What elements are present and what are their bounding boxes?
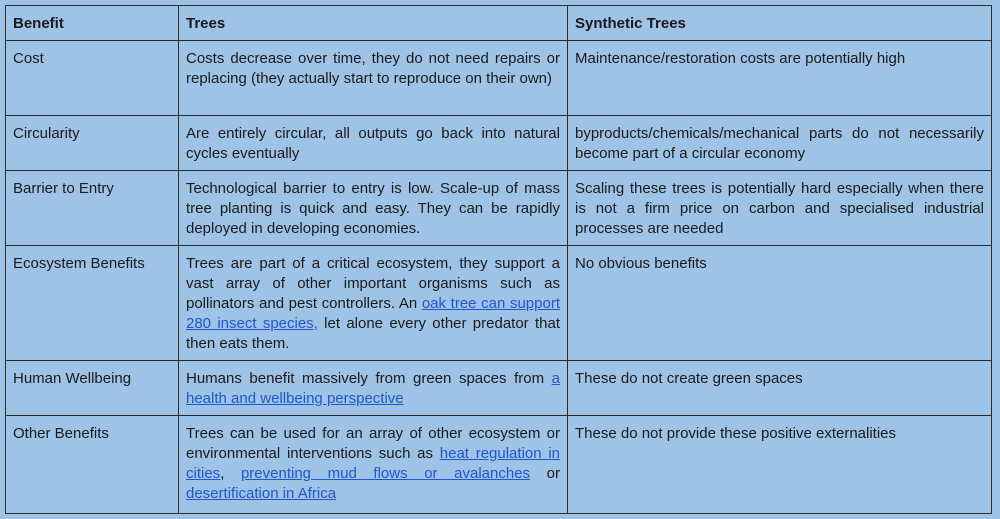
wellbeing-text-1: Humans benefit massively from green spaces from <box>186 370 552 387</box>
ecosystem-text-2: let alone every other predator that then eats them. <box>186 315 560 352</box>
header-synthetic-trees: Synthetic Trees <box>568 6 992 41</box>
mud-flows-link[interactable]: preventing mud flows or avalanches <box>240 465 531 482</box>
table-row-wellbeing <box>6 361 992 416</box>
other-text-1: Trees can be used for an array of other ecosystem or environmental interventions such as <box>186 425 560 462</box>
health-wellbeing-link[interactable]: a health and wellbeing perspective <box>186 370 560 407</box>
cell-trees-ecosystem <box>179 246 568 361</box>
table-row-barrier <box>6 171 992 246</box>
cell-synthetic-ecosystem: No obvious benefits <box>568 246 992 361</box>
comparison-table <box>5 5 992 514</box>
other-text-3: or <box>530 465 560 482</box>
cell-benefit-barrier: Barrier to Entry <box>6 171 179 246</box>
oak-tree-link[interactable]: oak tree can support 280 insect species, <box>186 295 560 332</box>
cell-benefit-ecosystem: Ecosystem Benefits <box>6 246 179 361</box>
cell-trees-cost: Costs decrease over time, they do not need repairs or replacing (they actually start to reproduce on their own) <box>179 41 568 116</box>
table-row-ecosystem <box>6 246 992 361</box>
cell-benefit-cost: Cost <box>6 41 179 116</box>
table-row-cost <box>6 41 992 116</box>
header-trees: Trees <box>179 6 568 41</box>
cell-synthetic-barrier: Scaling these trees is potentially hard especially when there is not a firm price on carbon and specialised industrial processes are needed <box>568 171 992 246</box>
comparison-table-container <box>5 5 991 512</box>
ecosystem-text-1: Trees are part of a critical ecosystem, they support a vast array of other important organisms such as pollinators and pest controllers. An <box>186 255 560 312</box>
table-row-other <box>6 416 992 514</box>
cell-synthetic-cost: Maintenance/restoration costs are potentially high <box>568 41 992 116</box>
cell-synthetic-other: These do not provide these positive externalities <box>568 416 992 514</box>
cell-benefit-wellbeing: Human Wellbeing <box>6 361 179 416</box>
header-benefit: Benefit <box>6 6 179 41</box>
cell-trees-wellbeing <box>179 361 568 416</box>
cell-trees-other <box>179 416 568 514</box>
other-text-2: , <box>220 465 241 482</box>
heat-regulation-link[interactable]: heat regulation in cities <box>186 445 560 482</box>
table-row-circularity <box>6 116 992 171</box>
header-row <box>6 6 992 41</box>
cell-synthetic-wellbeing: These do not create green spaces <box>568 361 992 416</box>
desertification-link[interactable]: desertification in Africa <box>186 485 337 502</box>
cell-trees-circularity: Are entirely circular, all outputs go back into natural cycles eventually <box>179 116 568 171</box>
cell-synthetic-circularity: byproducts/chemicals/mechanical parts do not necessarily become part of a circular economy <box>568 116 992 171</box>
cell-benefit-other: Other Benefits <box>6 416 179 514</box>
cell-trees-barrier: Technological barrier to entry is low. Scale-up of mass tree planting is quick and easy. They can be rapidly deployed in developing economies. <box>179 171 568 246</box>
cell-benefit-circularity: Circularity <box>6 116 179 171</box>
